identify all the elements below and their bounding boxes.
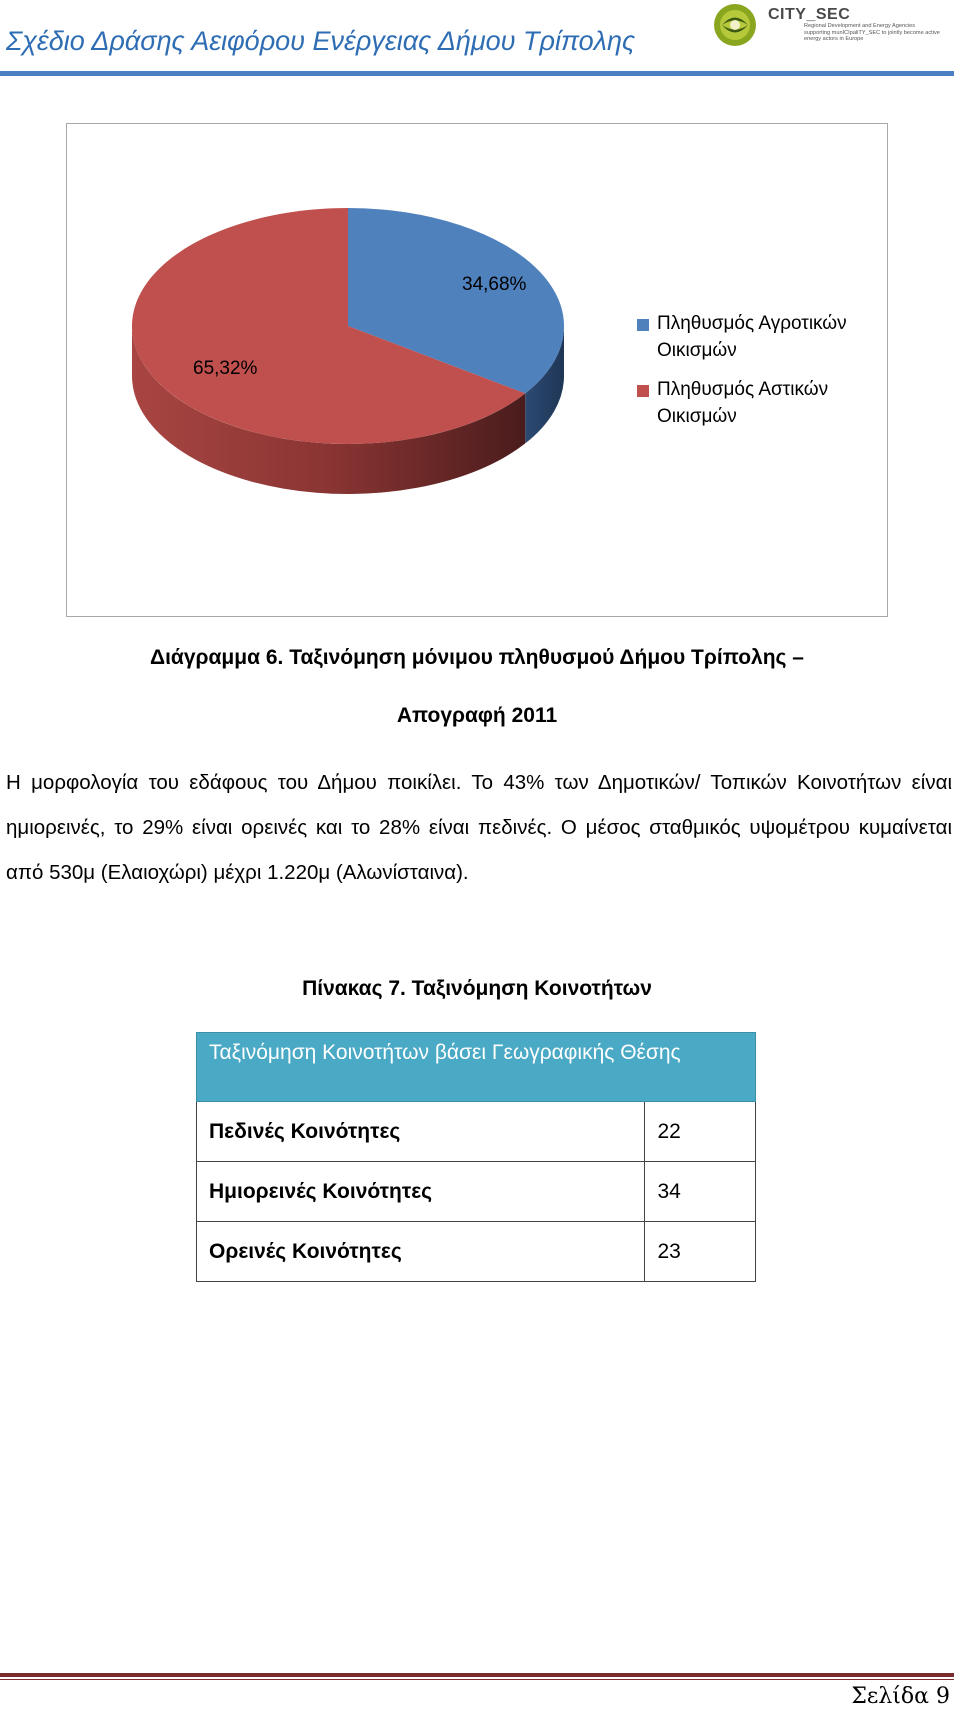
chart-legend <box>637 310 877 442</box>
figure-caption: Διάγραμμα 6. Ταξινόμηση μόνιμου πληθυσμού Δήμου Τρίπολης – <box>150 646 804 669</box>
table-header-cell: Ταξινόμηση Κοινοτήτων βάσει Γεωγραφικής Θέσης <box>197 1033 756 1102</box>
table-row <box>197 1162 756 1222</box>
legend-label-urban: Πληθυσμός Αστικών Οικισμών <box>657 379 829 427</box>
communities-table <box>196 1032 756 1282</box>
table-header-row <box>197 1033 756 1102</box>
pie-chart <box>66 123 888 617</box>
footer-rule <box>0 1673 954 1677</box>
legend-item-rural <box>637 310 877 364</box>
figure-caption-year: Απογραφή 2011 <box>396 704 558 727</box>
legend-swatch-urban <box>637 385 649 397</box>
table-row-value: 23 <box>645 1222 756 1282</box>
legend-item-urban <box>637 376 877 430</box>
city-sec-logo-icon <box>712 2 758 48</box>
logo-text: CITY_SEC <box>768 6 851 23</box>
table-row-label: Πεδινές Κοινότητες <box>197 1102 645 1162</box>
table-row-label: Ημιορεινές Κοινότητες <box>197 1162 645 1222</box>
legend-label-rural: Πληθυσμός Αγροτικών Οικισμών <box>657 313 847 361</box>
page-number: Σελίδα 9 <box>851 1684 950 1709</box>
body-paragraph: Η μορφολογία του εδάφους του Δήμου ποικίλει. Το 43% των Δημοτικών/ Τοπικών Κοινοτήτων είναι ημιορεινές, το 29% είναι ορεινές και το 28% είναι πεδινές. Ο μέσος σταθμικός υψομέτρου κυμαίνεται από 530μ (Ελαιοχώρι) μέχρι 1.220μ (Αλωνίσταινα). <box>6 771 952 884</box>
footer-rule-thin <box>0 1679 954 1680</box>
table-row-value: 22 <box>645 1102 756 1162</box>
table-row-value: 34 <box>645 1162 756 1222</box>
pie-data-label-0: 34,68% <box>462 274 527 295</box>
document-header-title: Σχέδιο Δράσης Αειφόρου Ενέργειας Δήμου Τρίπολης <box>6 26 636 56</box>
table-row-label: Ορεινές Κοινότητες <box>197 1222 645 1282</box>
city-sec-logo <box>712 2 940 50</box>
header-rule <box>0 71 954 76</box>
table-row <box>197 1102 756 1162</box>
legend-swatch-rural <box>637 319 649 331</box>
pie-data-label-1: 65,32% <box>193 358 258 379</box>
table-caption: Πίνακας 7. Ταξινόμηση Κοινοτήτων <box>302 977 652 1000</box>
logo-tagline: Regional Development and Energy Agencies supporting munICIpaliTY_SEC to jointly become active energy actors in Europe <box>804 23 940 42</box>
table-row <box>197 1222 756 1282</box>
